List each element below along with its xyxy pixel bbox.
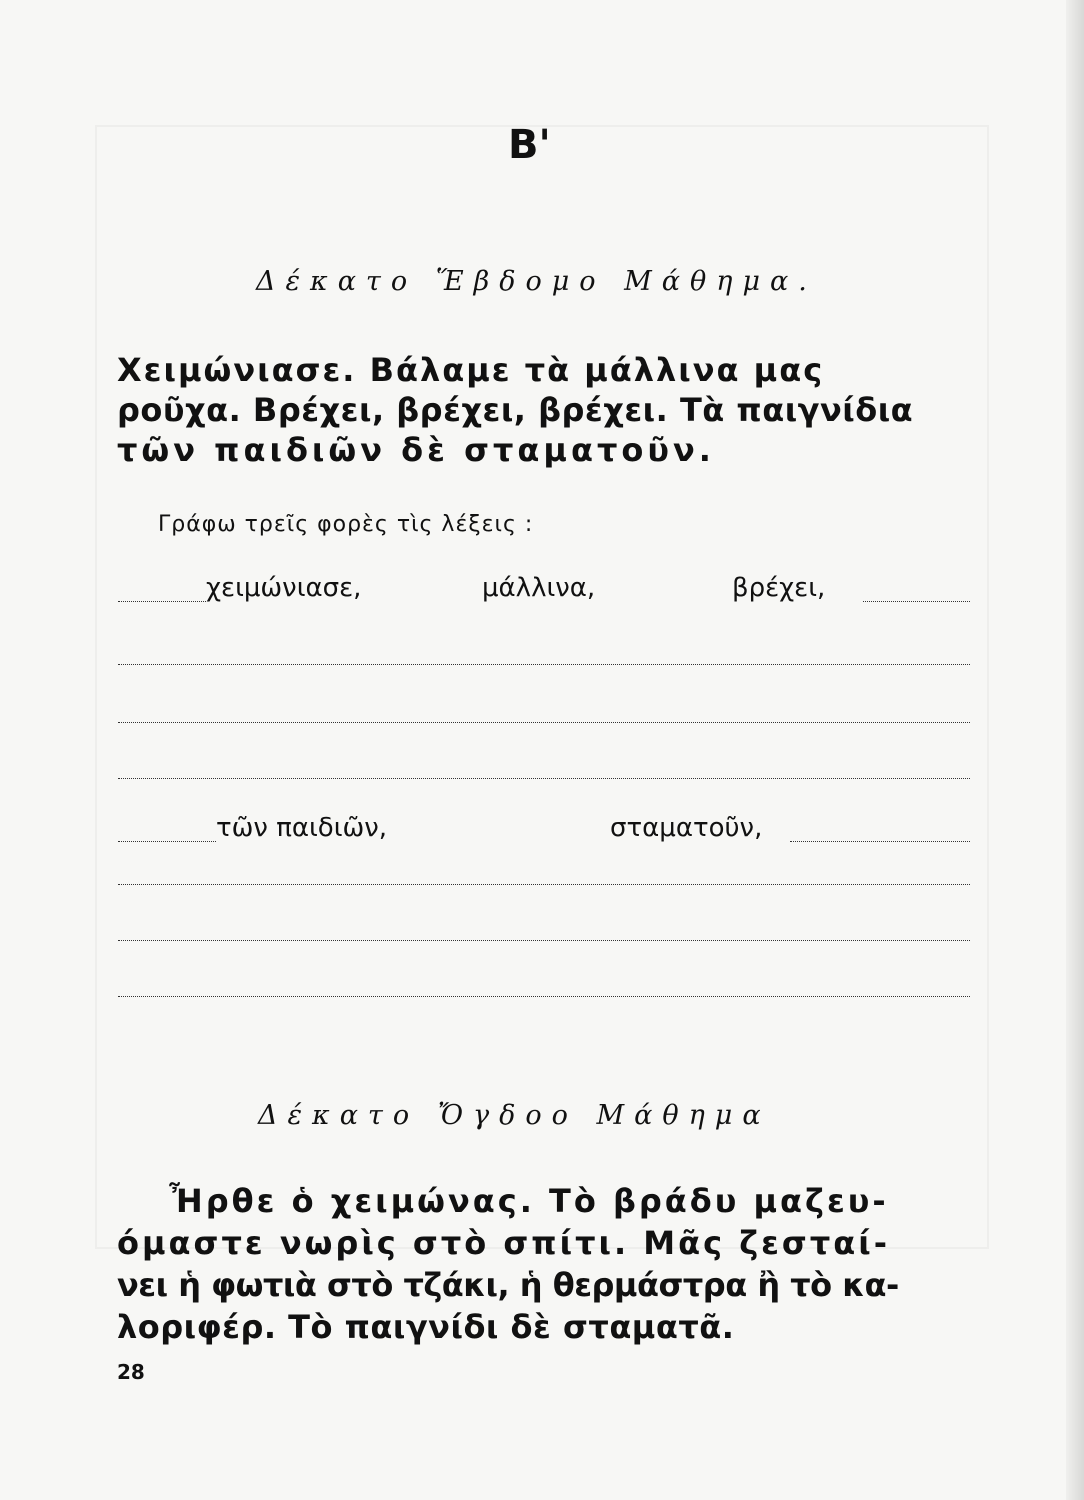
lesson-17-title: Δέκατο Ἕβδομο Μάθημα. [256,266,817,297]
lesson-18-title: Δέκατο Ὄγδοο Μάθημα [258,1100,771,1131]
lesson-17-reading [117,350,913,470]
reading-line: όμαστε νωρὶς στὸ σπίτι. Μᾶς ζεσταί- [117,1224,890,1262]
copy-row-2 [118,813,970,846]
copy-word: χειμώνιασε, [206,573,362,603]
writing-line[interactable] [118,664,970,665]
copy-row-1 [118,573,970,606]
writing-blank[interactable] [790,841,970,842]
writing-blank[interactable] [118,841,216,842]
writing-blank[interactable] [118,601,206,602]
writing-line[interactable] [118,996,970,997]
reading-line: Ἦρθε ὁ χειμώνας. Τὸ βράδυ μαζευ- [169,1182,889,1220]
section-letter: B' [508,122,551,168]
reading-line: Χειμώνιασε. Βάλαμε τὰ μάλλινα μας [117,351,825,389]
exercise-instruction: Γράφω τρεῖς φορὲς τὶς λέξεις : [158,512,534,537]
reading-line: λοριφέρ. Τὸ παιγνίδι δὲ σταματᾶ. [117,1308,735,1346]
writing-line[interactable] [118,778,970,779]
writing-line[interactable] [118,722,970,723]
writing-line[interactable] [118,884,970,885]
page-edge-shadow [1066,0,1084,1500]
lesson-18-reading [117,1180,899,1348]
reading-line: τῶν παιδιῶν δὲ σταματοῦν. [117,431,715,469]
copy-word: βρέχει, [732,573,826,603]
reading-line: νει ἡ φωτιὰ στὸ τζάκι, ἡ θερμάστρα ἢ τὸ κα- [117,1266,899,1304]
page-number: 28 [117,1360,145,1384]
writing-blank[interactable] [863,601,970,602]
reading-line: ροῦχα. Βρέχει, βρέχει, βρέχει. Τὰ παιγνίδια [117,391,914,429]
copy-word: σταματοῦν, [610,813,763,843]
writing-line[interactable] [118,940,970,941]
copy-word: τῶν παιδιῶν, [216,813,388,843]
copy-word: μάλλινα, [482,573,596,603]
